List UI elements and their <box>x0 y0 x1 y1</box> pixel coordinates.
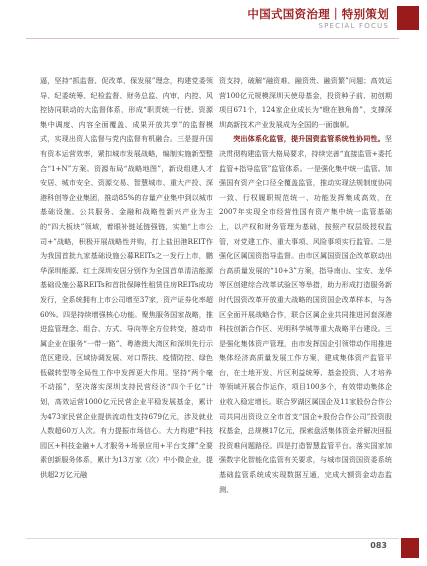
page-header <box>0 0 427 50</box>
header-divider <box>26 38 399 39</box>
header-accent-block <box>397 6 419 30</box>
right-text-column <box>219 74 392 497</box>
section-subheading: 突出体系化监管，提升国资监管系统性协同性。 <box>233 134 385 144</box>
page-number: 083 <box>370 541 387 550</box>
footer-accent-block <box>401 538 419 558</box>
footer-divider <box>26 538 399 539</box>
section-body-text: 坚决贯彻构建监管大格局要求，持续完善“直接监管+委托监管+指导监管”监管体系。一是强化集中统一监管。加强国有资产全口径全覆盖监管，推动实现法规制度协同一致、行权履职规范统一、功能发挥集成高效，在2007年实现全市经营性国有资产集中统一监管基础上，以产权和财务管理为基础，按照产权层级授权监管，对党建工作、重大事项、风险事项实行监管。二是强化区属国资指导监督。由市区属国资国企改革联动出台高质量发展的“10+3”方案，指导南山、宝安、龙华等区创建综合改革试验区等举措，助力形成打造服务新时代国资改革开放重大战略的国资国企改革样本，与各区全面开展战略合作，联合区属企业共同推进河套深港科技创新合作区、光明科学城等重大战略平台建设。三是强化集体资产管理，由市发挥国企引领带动作用推进集体经济高质量发展工作方案，建成集体资产监管平台，在土地开发、片区利益统筹、基金投资、人才培养等领域开展合作运作，项目100多个，有效带动集体企业收入稳定增长。联合罗湖区属国企及11家股份合作公司共同出资设立全市首支“国企+股份合作公司”投资股权基金，总规模17亿元，探索盘活集体资金并解决回报投资难问题路径。四是打造智慧监管平台。落实国家加强数字化智能化监管有关要求，与城市国资国资委系统基础监管系统成实现数据互通，完成大额资金动态监测、 <box>219 134 392 494</box>
left-text-column <box>40 74 213 483</box>
left-paragraph: 逼，坚持“抓监督、促改革、保发展”理念，构建党委领导、纪委统筹、纪检监督、财务总监、内审、内控、风控协同联动的大监督体系，形成“职责统一行使、资源集中调度、内容全面覆盖、成果开放共享”的监督模式，实现出资人监督与党内监督有机融合。三是提升国有资本运营效率，紧扣城市发展战略，编制实施新型整合“1+N”方案。资源布局“战略地图”，新设组建人才安居、城市安全、资源交易、智慧城市、重大产投、深港科创等企业集团，推动85%的存量产业集中到以城市基础设施、公共服务、金融和战略性新兴产业为主的“四大板块”领域，着眼补链延链强链，实施“上市公司+”战略，积极开展战略性并购，打上盐田港REIT作为我国首批九家基础设施公募REITs之一发行上市，鹏华深圳能源、红土深圳安居分别作为全国首单清洁能源基础设施公募REITs和首批保障性租赁住房REITs成功发行，全系统拥有上市公司增至37家，资产证券化率超60%。四是持续增强核心功能。聚焦服务国家战略，推进监管理念、组合、方式、导向等全方位转变，推动市属企业在服务“一带一路”、粤港澳大湾区和深圳先行示范区建设、区域协调发展、对口帮扶、疫情防控、绿色低碳转型等全局性工作中发挥更大作用。坚持“两个毫不动摇”，坚决落实深圳支持民营经济“四个千亿”计划，高效运营1000亿元民营企业平稳发展基金，累计为473家民营企业提供流动性支持679亿元，涉及就业人数超60万人次。有力提振市场信心。大力构建“科技园区+科技金融+人才服务+场景应用+平台支撑”全要素创新服务体系，累计为13万家（次）中小微企业，提供超2万亿元融 <box>40 76 213 480</box>
right-paragraph-section <box>219 132 392 497</box>
section-subtitle: SPECIAL FOCUS <box>318 22 389 30</box>
magazine-section-title: 中国式国资治理｜特别策划 <box>247 7 389 21</box>
right-paragraph-continued: 资支持，破解“融资难、融资贵、融资繁”问题；高效运营100亿元规模深圳天使母基金，投资种子前、初创期项目671个，124家企业成长为“瞪在独角兽”，支撑深圳高新技术产业发展成为全国的一面旗帜。 <box>219 76 392 129</box>
